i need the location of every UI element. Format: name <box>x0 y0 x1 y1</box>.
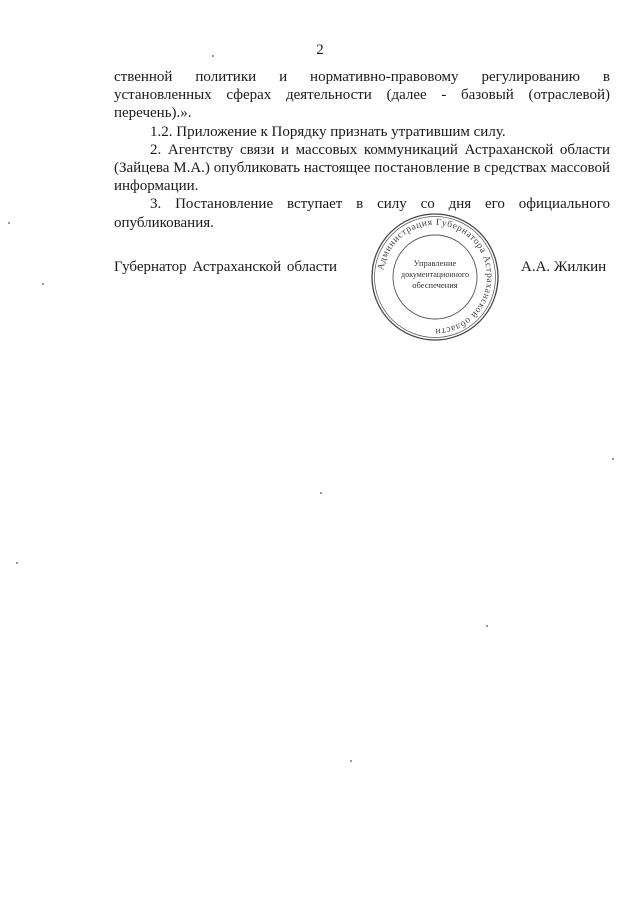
scan-speck <box>350 760 352 762</box>
scan-speck <box>8 222 10 224</box>
scan-speck <box>320 492 322 494</box>
scan-speck <box>16 562 18 564</box>
signatory-title: Губернатор Астраханской области <box>114 259 338 275</box>
seal-center-line-2: документационного <box>401 270 469 279</box>
paragraph-continued: ственной политики и нормативно-правовому регулированию в установленных сферах деятельности (далее - базовый (отраслевой) перечень).». <box>114 69 610 122</box>
seal-graphic <box>369 211 501 343</box>
scan-speck <box>612 458 614 460</box>
scan-speck <box>42 283 44 285</box>
seal-center-line-3: обеспечения <box>412 280 458 290</box>
seal-ring-text: Администрация Губернатора Астраханской области <box>376 217 495 337</box>
scan-speck <box>486 625 488 627</box>
paragraph-1-2: 1.2. Приложение к Порядку признать утратившим силу. <box>150 123 506 140</box>
signatory-name: А.А. Жилкин <box>521 259 607 275</box>
seal-center-line-1: Управление <box>413 258 457 268</box>
paragraph-2: 2. Агентству связи и массовых коммуникаций Астраханской области (Зайцева М.А.) опубликовать настоящее постановление в средствах массовой информации. <box>114 141 610 195</box>
official-seal <box>369 211 501 343</box>
scan-speck <box>212 55 214 57</box>
document-body <box>114 68 610 232</box>
paragraph-3: 3. Постановление вступает в силу со дня его официального опубликования. <box>114 196 610 231</box>
page-number: 2 <box>316 42 324 58</box>
